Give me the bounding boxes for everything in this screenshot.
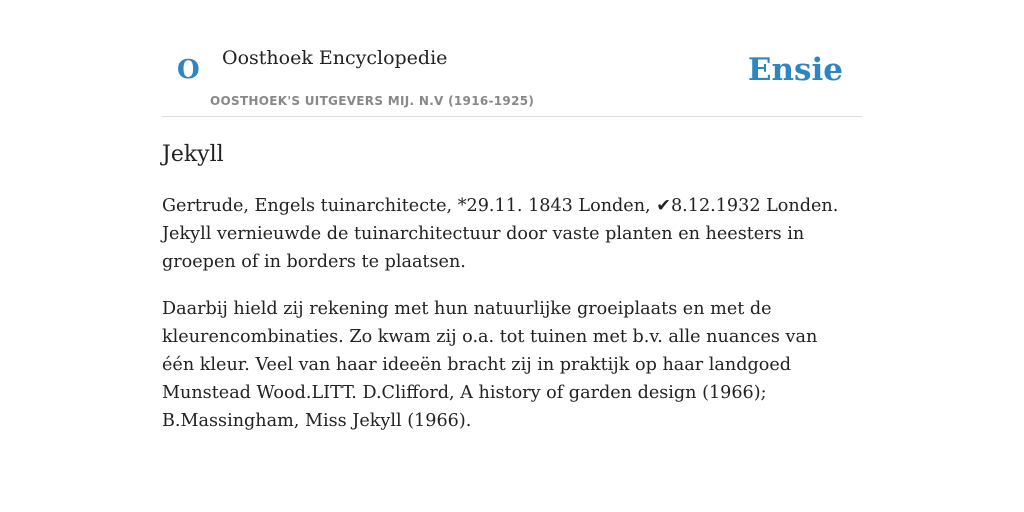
encyclopedia-logo-letter[interactable]: O [177, 55, 200, 85]
entry-paragraph: Gertrude, Engels tuinarchitecte, *29.11. 1843 Londen, ✔8.12.1932 Londen. Jekyll vernieuwde de tuinarchitectuur door vaste planten en heesters in groepen of in borders te plaatsen. [162, 196, 839, 272]
encyclopedia-title[interactable]: Oosthoek Encyclopedie [222, 47, 448, 69]
entry-title: Jekyll [162, 142, 224, 167]
publisher-label: OOSTHOEK'S UITGEVERS MIJ. N.V (1916-1925) [210, 94, 535, 108]
page-header [162, 0, 862, 117]
entry-paragraph: Daarbij hield zij rekening met hun natuurlijke groeiplaats en met de kleurencombinaties. Zo kwam zij o.a. tot tuinen met b.v. alle nuances van één kleur. Veel van haar ideeën bracht zij in praktijk op haar landgoed Munstead Wood.LITT. D.Clifford, A history of garden design (1966); B.Massingham, Miss Jekyll (1966). [162, 299, 818, 431]
ensie-brand-link[interactable]: Ensie [747, 52, 843, 88]
